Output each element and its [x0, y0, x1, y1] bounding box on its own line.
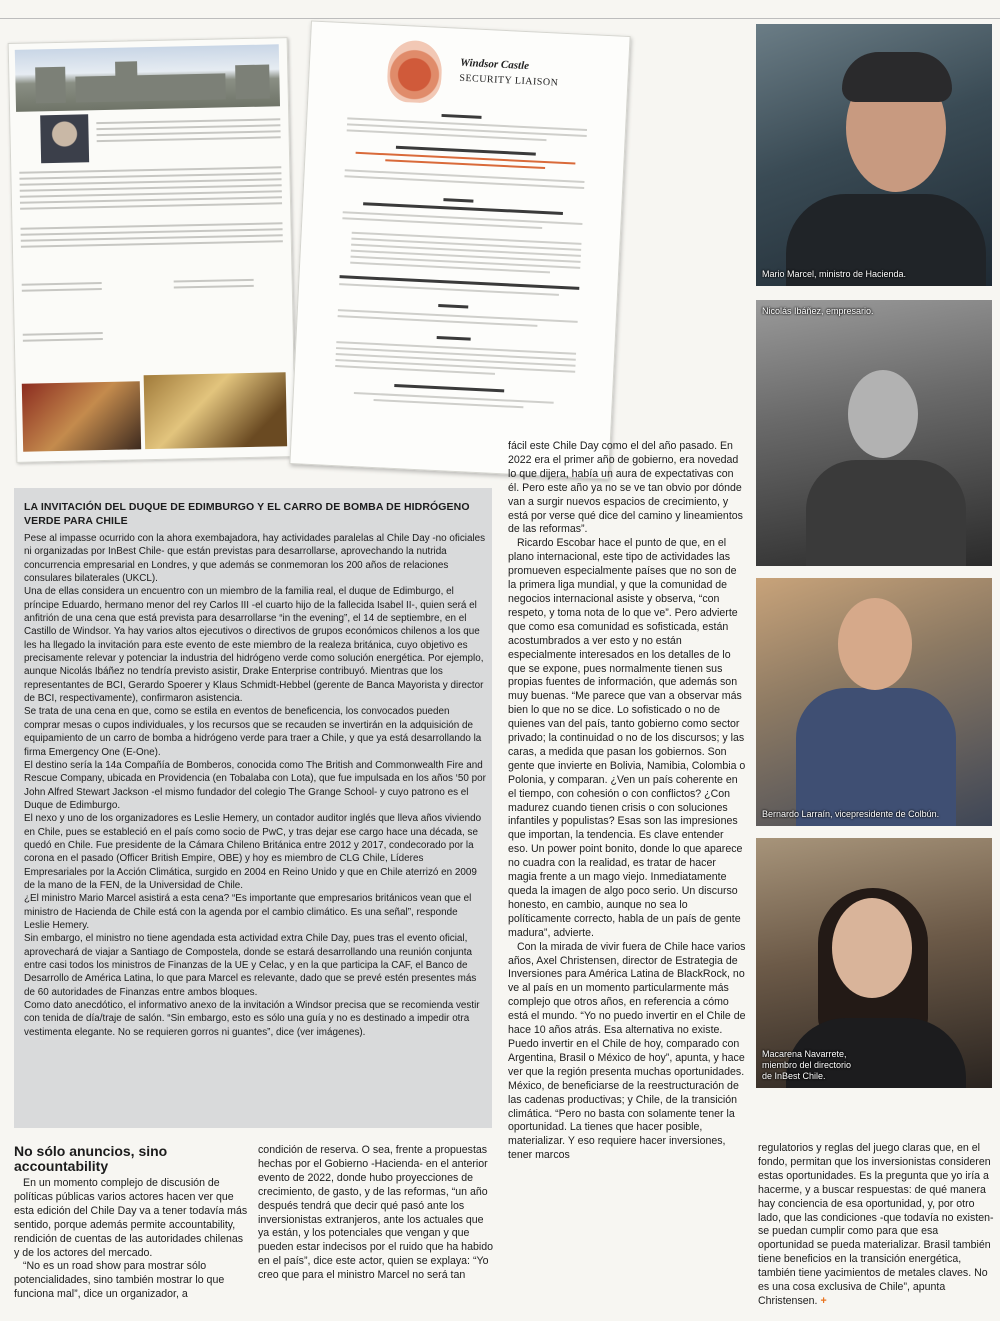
duke-portrait: [40, 114, 89, 163]
sidebar-paragraph: Pese al impasse ocurrido con la ahora exembajadora, hay actividades paralelas al Chile Day -no oficiales ni organizadas por InBest Chile- que están previstas para desarrollarse, aprovechando la nutrida concurrencia empresarial en Londres, y que además se conmemoran los 200 años de relaciones consulares bilaterales (UKCL).: [24, 533, 486, 585]
end-mark: +: [820, 1294, 827, 1307]
sidebar-paragraph: El nexo y uno de los organizadores es Leslie Hemery, un contador auditor inglés que lleva años viviendo en Chile, pues se estableció en el país como socio de PwC, y tras dejar ese cargo hace una década, se quedó en Chile. Fue presidente de la Cámara Chileno Británica entre 2012 y 2017, condecorado por la corona en el pasado (Officer British Empire, OBE) y hoy es miembro de CLG Chile, Líderes Empresariales por la Acción Climática, surgido en 2004 en Reino Unido y que en Chile aterrizó en 2009 de la mano de la FEN, de la Universidad de Chile.: [24, 813, 482, 891]
article-paragraph: Con la mirada de vivir fuera de Chile hace varios años, Axel Christensen, director de Estrategia de Inversiones para América Latina de BlackRock, no ve al país en un momento particularmente más complejo que otros años, en referencia a cómo está el mundo. “Yo no puedo invertir en el Chile de hace 10 años atrás. Esa alternativa no existe. Puedo invertir en el Chile de hoy, comparado con Argentina, Brasil o México de hoy”, apunta, y hace ver que la región presenta muchas oportunidades. México, de beneficiarse de la reestructuración de las cadenas productivas; y Chile, de la transición climática. “Pero no basta con solamente tener la oportunidad. La tienes que hacer posible, materializar. Y eso requiere hacer inversiones, tener marcos: [508, 940, 746, 1162]
sidebar-paragraph: Sin embargo, el ministro no tiene agendada esta actividad extra Chile Day, pues tras el evento oficial, aprovechará de viajar a Santiago de Compostela, donde se estará desarrollando una reunión conjunta entre casi todos los ministros de Finanzas de la UE y Celac, y en la que participa la CAF, el Banco de Desarrollo de América Latina, lo que para Marcel es relevante, dado que se prevé estén presentes más de 60 autoridades de Finanzas entre ambos bloques.: [24, 933, 477, 998]
article-paragraph: regulatorios y reglas del juego claras que, en el fondo, permitan que los inversionistas consideren estas oportunidades. Es la pregunta que yo iría a hacerme, y a buscar respuestas: de qué manera hay conciencia de esa oportunidad, y, por otro lado, que las condiciones -que todavía no existen- se puedan cumplir como para que esa oportunidad se pueda materializar. Brasil también tiene beneficios en la transición energética, también tiene yacimientos de metales claves. No es una cosa exclusiva de Chile”, apunta Christensen.: [758, 1142, 994, 1307]
sidebar-title: LA INVITACIÓN DEL DUQUE DE EDIMBURGO Y EL CARRO DE BOMBA DE HIDRÓGENO VERDE PARA CHILE: [24, 501, 470, 527]
article-paragraph: Ricardo Escobar hace el punto de que, en el plano internacional, este tipo de actividades las promueven especialmente países que no son de la primera liga mundial, y que la comunidad de negocios internacional asiste y observa, “con respeto, y toma nota de lo que ve”. Pero advierte que como esa comunidad es sofisticada, están acostumbrados a ver esto y no están especialmente interesados en los detalles de lo que se expone, pues normalmente tienen sus propias fuentes de información, que además son muy buenas. “Me parece que van a observar más bien lo que no se dice. Lo sofisticado o no de quienes van del país, tanto gobierno como sector privado; la continuidad o no de los discursos; y las caras, a medida que pasan los gobiernos. Son gente que invierte en Bolivia, Namibia, Colombia o Polonia, y comparan. ¿Ven un país coherente en el tiempo, con cohesión o con conflictos? ¿Con madurez cuando tienen crisis o con soluciones infantiles y populistas? Esas son las impresiones que importan, la tendencia. Es clave entender eso. Un power point bonito, donde lo que aparece no cuadra con la realidad, es tratar de hacer magia frente a un mago viejo. Inmediatamente queda la imagen de algo poco serio. Un discurso honesto, en cambio, aunque no sea lo políticamente correcto, habla de un país de gente madura”, advierte.: [508, 537, 746, 939]
article-paragraph: En un momento complejo de discusión de políticas públicas varios actores hacen ver que esta edición del Chile Day va a tener todavía más sentido, porque además permite accountability, rendición de cuentas de las autoridades chilenas y de los actores del mercado.: [14, 1177, 248, 1259]
caption-mario-marcel: Mario Marcel, ministro de Hacienda.: [762, 269, 907, 279]
subsection-heading: No sólo anuncios, sino accountability: [14, 1143, 168, 1174]
doc-title: Windsor Castle: [459, 56, 530, 73]
caption-bernardo-larrain: Bernardo Larraín, vicepresidente de Colbún.: [762, 809, 940, 819]
doc-subtitle: SECURITY LIAISON: [459, 72, 559, 89]
sidebar-box: [14, 488, 492, 1128]
salon-photo: [22, 381, 141, 451]
castle-photo: [15, 44, 280, 112]
article-paragraph: “No es un road show para mostrar sólo potencialidades, sino también mostrar lo que funciona mal”, dice un organizador, a: [14, 1260, 225, 1301]
photo-mario-marcel: [756, 24, 992, 286]
article-column-right: [758, 1142, 994, 1309]
caption-macarena-navarrete: Macarena Navarrete, miembro del directorio de InBest Chile.: [762, 1049, 852, 1081]
royal-crest-icon: [386, 39, 443, 104]
article-paragraph: condición de reserva. O sea, frente a propuestas hechas por el Gobierno -Hacienda- en el anterior evento de 2022, donde hubo proyecciones de crecimiento, de gasto, y de las reformas, “un año después tendrá que decir qué pasó ante los inversionistas extranjeros, ante los actuales que ya están, y los potenciales que vengan y que pueden estar indecisos por el ruido que ha habido en el país”, dice este actor, quien se explaya: “Yo creo que para el ministro Marcel no será tan: [258, 1144, 493, 1282]
sidebar-paragraph: Se trata de una cena en que, como se estila en eventos de beneficencia, los convocados pueden comprar mesas o cupos individuales, y los recursos que se recauden se invertirán en la adquisición de equipamiento de un carro de bomba a hidrógeno verde para traer a Chile, y que ya está desarrollando la firma Emergency One (E-One).: [24, 706, 482, 758]
article-paragraph: fácil este Chile Day como el del año pasado. En 2022 era el primer año de gobierno, era novedad lo que dijera, había un aura de expectativas con él. Pero este año ya no se ve tan obvio por dónde van a surgir nuevos espacios de crecimiento, y está por verse qué dice del camino y lineamientos de las reformas”.: [508, 440, 743, 536]
chapel-photo: [144, 372, 288, 449]
photo-nicolas-ibanez: [756, 300, 992, 566]
sidebar-paragraph: Una de ellas considera un encuentro con un miembro de la familia real, el duque de Edimburgo, el príncipe Eduardo, hermano menor del rey Carlos III -el cuarto hijo de la fallecida Isabel II-, quien será el anfitrión de una cena que está prevista para desarrollarse “in the evening”, el 14 de septiembre, en el Castillo de Windsor. Ya hay varios altos ejecutivos o directivos de grupos económicos chilenos a los que les ha llegado la invitación para este evento de este miembro de la realeza británica, cuyo objetivo es precisamente relevar y potenciar la industria del hidrógeno verde como solución energética. Por ejemplo, aunque Nicolás Ibáñez no tendría previsto asistir, Drake Enterprise contribuyó. Mientras que los representantes de BCI, Gerardo Spoerer y Klaus Schmidt-Hebbel (gerente de Banca Mayorista y director de BCI, respectivamente), confirmaron asistencia.: [24, 586, 484, 705]
invitation-document-image: [8, 37, 297, 463]
caption-nicolas-ibanez: Nicolás Ibáñez, empresario.: [762, 306, 874, 316]
article-column-mid: [258, 1144, 496, 1283]
sidebar-body: [24, 532, 486, 1039]
sidebar-paragraph: El destino sería la 14a Compañía de Bomberos, conocida como The British and Commonwealth Fire and Rescue Company, ubicada en Providencia (en Tobalaba con Lota), que fue impulsada en los años ‘50 por John Alfred Stewart Jackson -el mismo fundador del colegio The Grange School- y cuyo patrono es el Duque de Edimburgo.: [24, 759, 486, 811]
photo-macarena-navarrete: [756, 838, 992, 1088]
subsection-accountability: [14, 1144, 250, 1302]
article-column-2: [508, 440, 746, 1163]
top-rule: [0, 18, 1000, 19]
security-liaison-document-image: [289, 20, 630, 479]
sidebar-paragraph: ¿El ministro Mario Marcel asistirá a esta cena? “Es importante que empresarios británicos vean que el ministro de Hacienda de Chile está con la agenda por el cambio climático. Es una señal”, responde Leslie Hemery.: [24, 893, 472, 931]
photo-bernardo-larrain: [756, 578, 992, 826]
sidebar-paragraph: Como dato anecdótico, el informativo anexo de la invitación a Windsor precisa que se recomienda vestir con tenida de día/traje de salón. “Sin embargo, esto es sólo una guía y no es destinado a impedir otra vestimenta elegante. No se requieren gorros ni guantes”, dice (ver imágenes).: [24, 1000, 480, 1038]
